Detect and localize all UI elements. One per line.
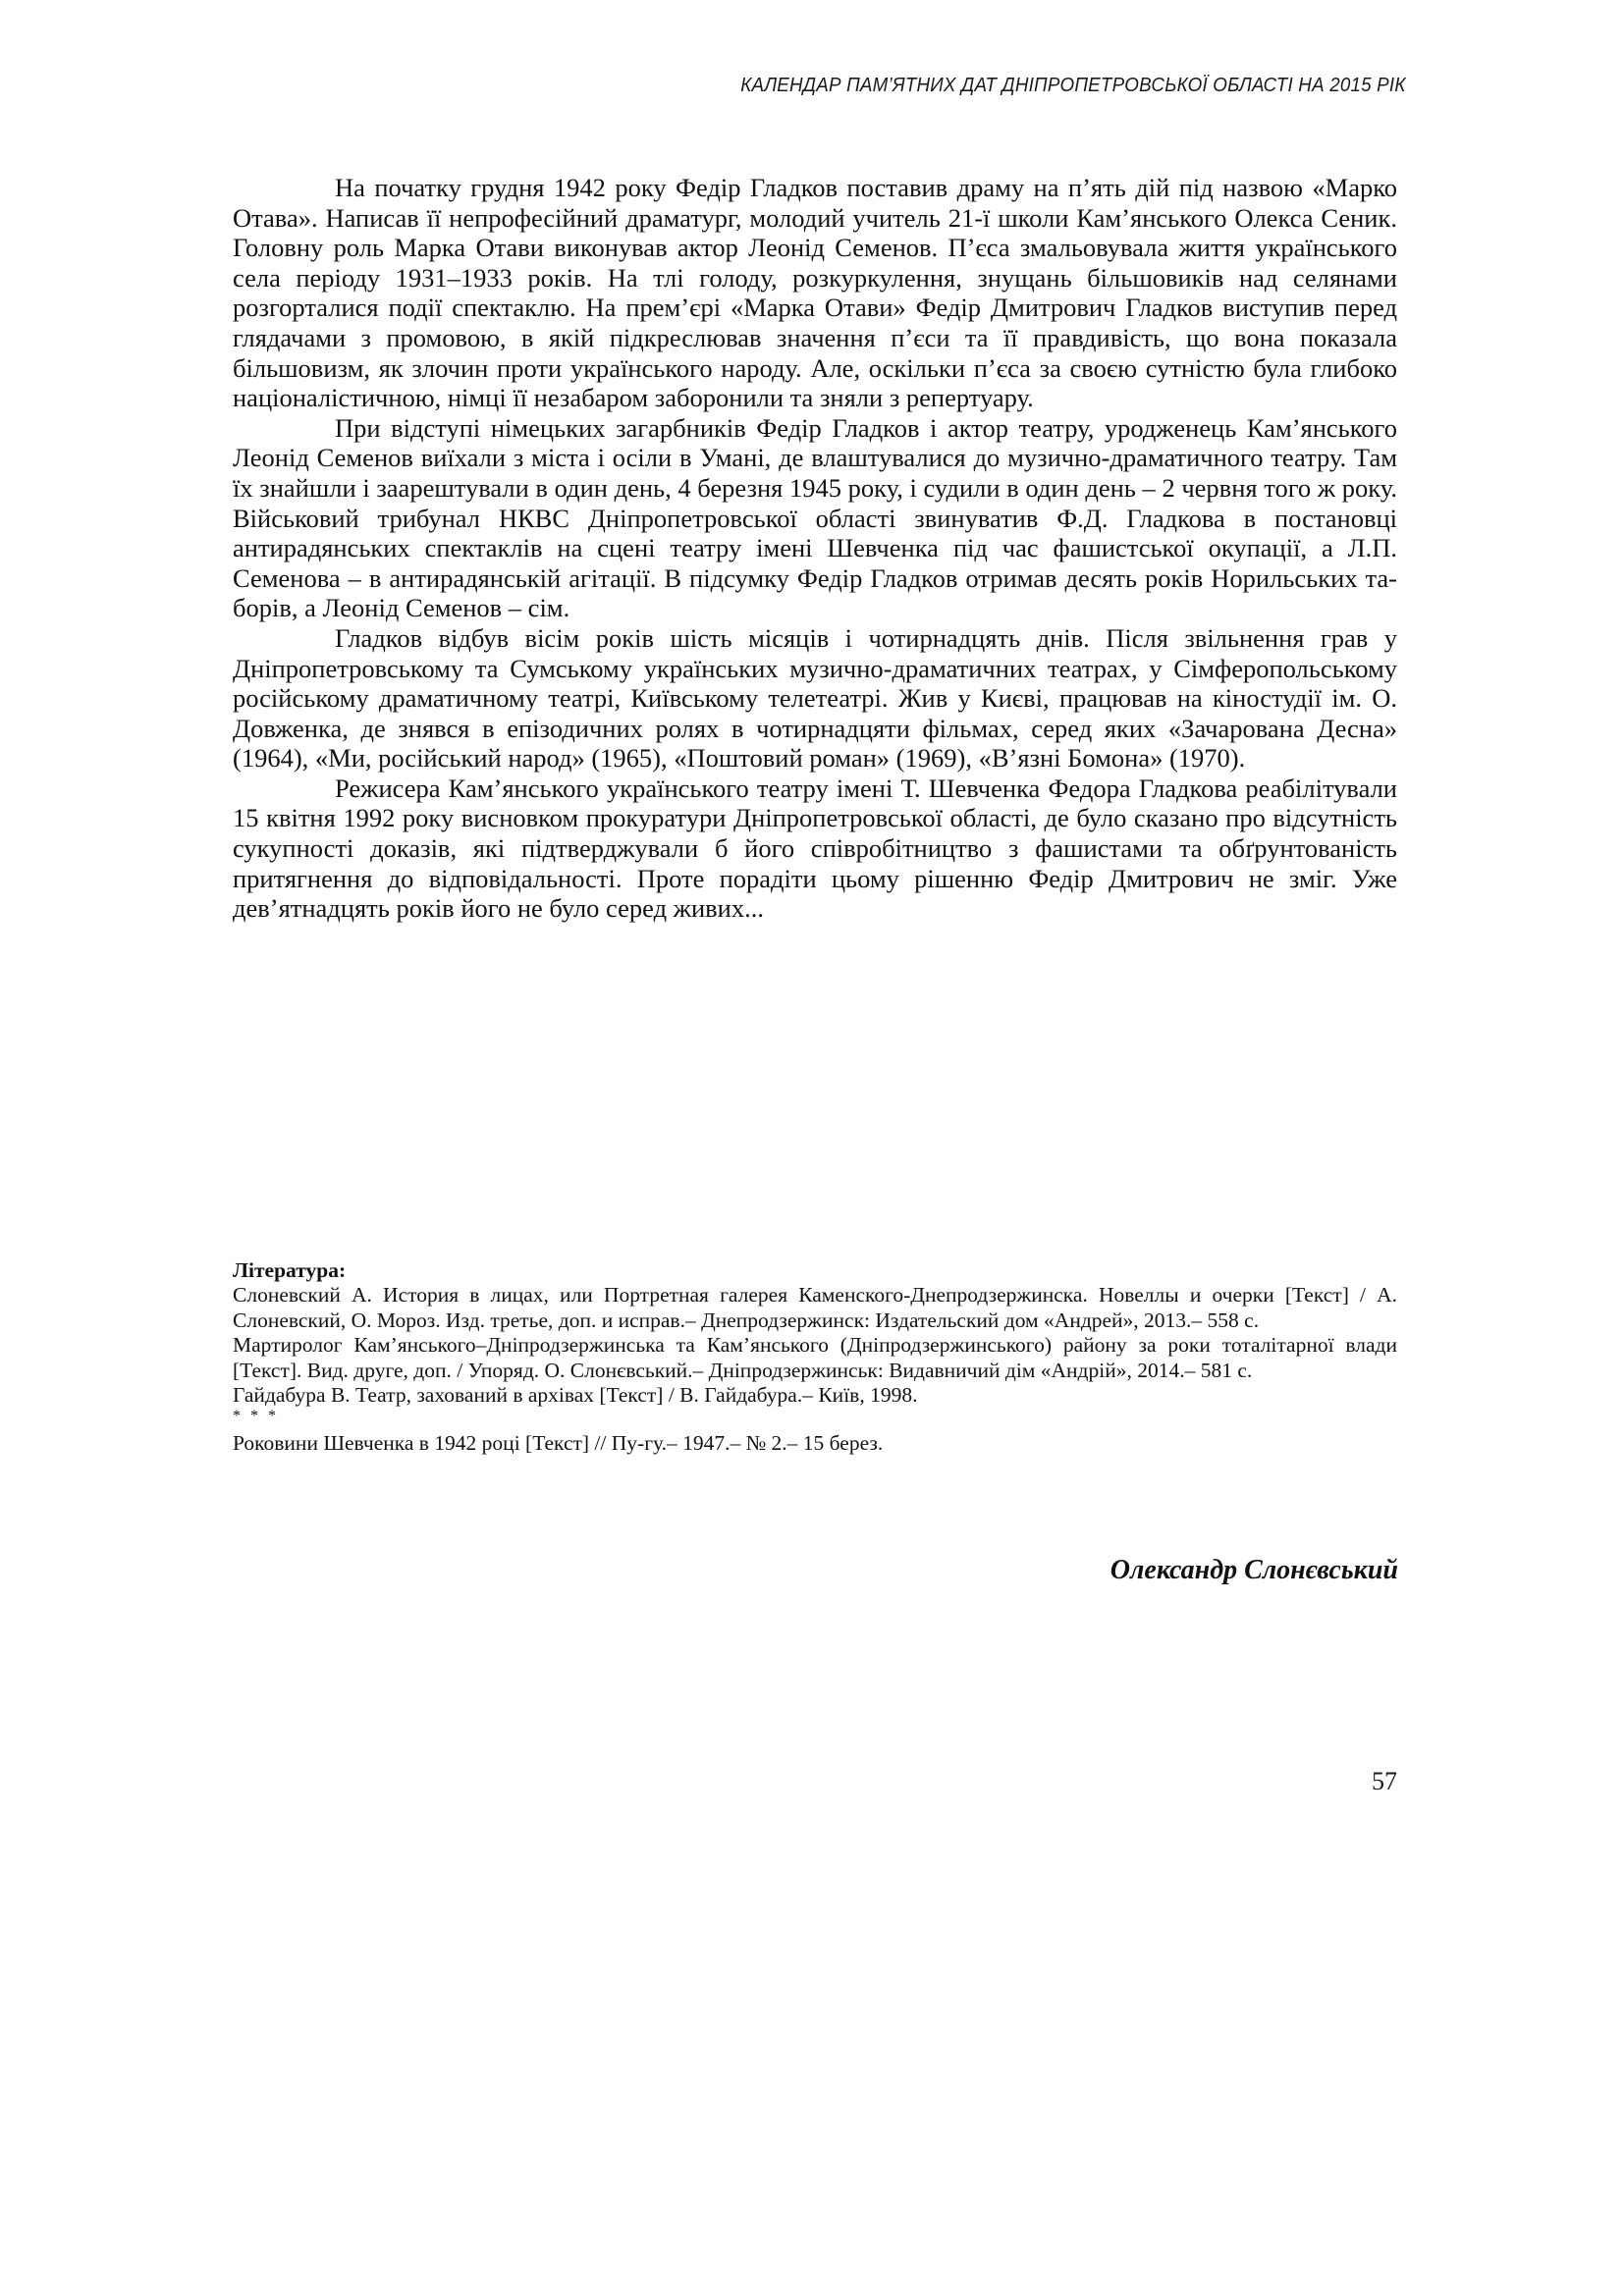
article-paragraph: На початку грудня 1942 року Федір Гладков поставив драму на п’ять дій під назвою «Марко Отава». Написав її непрофесійний драматург, молодий учитель 21-ї школи Кам’янського Олекса Сеник. Головну роль Марка Отави виконував актор Леонід Семенов. П’єса змальовувала життя українського села періоду 1931–1933 років. На тлі голоду, розкуркулення, знущань більшовиків над селянами розгорталися події спектаклю. На прем’єрі «Марка Отави» Федір Дмитрович Гладков виступив перед глядачами з промовою, в якій підкреслював значення п’єси та її правдивість, що вона показала більшовизм, як злочин проти українського народу. Але, оскільки п’єса за своєю сутністю була глибоко націоналістичною, німці її незабаром заборонили та зняли з репертуару. bbox=[233, 173, 1397, 413]
article-paragraph: Гладков відбув вісім років шість місяців і чотирнадцять днів. Після звільнення грав у Дніпропетровському та Сумському українських музично-драматичних театрах, у Сімферопольському російському драматичному театрі, Київському телетеатрі. Жив у Києві, працював на кіностудії ім. О. Довженка, де знявся в епізодичних ролях в чотирнадцяти фільмах, серед яких «Зачарована Десна» (1964), «Ми, російський народ» (1965), «Поштовий роман» (1969), «В’язні Бомона» (1970). bbox=[233, 622, 1397, 774]
page-number: 57 bbox=[1372, 1767, 1397, 1795]
literature-section bbox=[233, 1258, 1397, 1457]
literature-entry: Роковини Шевченка в 1942 році [Текст] // Пу-гу.– 1947.– № 2.– 15 берез. bbox=[233, 1431, 884, 1456]
author-signature: Олександр Слонєвський bbox=[1110, 1555, 1398, 1585]
article-paragraph: Режисера Кам’янського українського театру імені Т. Шевченка Федора Гладкова реабілітували 15 квітня 1992 року висновком прокуратури Дніпропетровської області, де було сказано про відсутність сукупності доказів, які підтверджували б його співробітництво з фашистами та обґрунтованість притягнення до відповідальності. Проте порадіти цьому рішенню Федір Дмитрович не зміг. Уже дев’ятнадцять років його не було серед живих... bbox=[233, 773, 1397, 924]
article-paragraph: При відступі німецьких загарбників Федір Гладков і актор театру, уродженець Кам’янського Леонід Семенов виїхали з міста і осіли в Умані, де влаштувалися до музично-драматичного театру. Там їх знайшли і заарештували в один день, 4 березня 1945 року, і судили в один день – 2 червня того ж року. Військовий трибунал НКВС Дніпропетровської області звинуватив Ф.Д. Гладкова в постановці антирадянських спектаклів на сцені театру імені Шевченка під час фашистської окупації, а Л.П. Семенова – в антирадянській агітації. В підсумку Федір Гладков отримав десять років Норильських таборів, а Леонід Семенов – сім. bbox=[233, 412, 1397, 623]
literature-heading: Література: bbox=[233, 1258, 347, 1282]
literature-entry: Слоневский А. История в лицах, или Портретная галерея Каменского-Днепродзержинска. Новеллы и очерки [Текст] / А. Слоневский, О. Мороз. Изд. третье, доп. и исправ.– Днепродзержинск: Издательский дом «Андрей», 2013.– 558 с. bbox=[233, 1283, 1397, 1332]
literature-entry: Гайдабура В. Театр, захований в архівах [Текст] / В. Гайдабура.– Київ, 1998. bbox=[233, 1383, 918, 1408]
section-separator: * * * bbox=[233, 1408, 279, 1425]
literature-entry: Мартиролог Кам’янського–Дніпродзержинська та Кам’янського (Дніпродзержинського) району за роки тоталітарної влади [Текст]. Вид. друге, доп. / Упоряд. О. Слонєвський.– Дніпродзержинськ: Видавничий дім «Андрій», 2014.– 581 с. bbox=[233, 1333, 1397, 1382]
running-header: КАЛЕНДАР ПАМ’ЯТНИХ ДАТ ДНІПРОПЕТРОВСЬКОЇ ОБЛАСТІ НА 2015 РІК bbox=[740, 75, 1406, 96]
article-body bbox=[233, 173, 1397, 924]
